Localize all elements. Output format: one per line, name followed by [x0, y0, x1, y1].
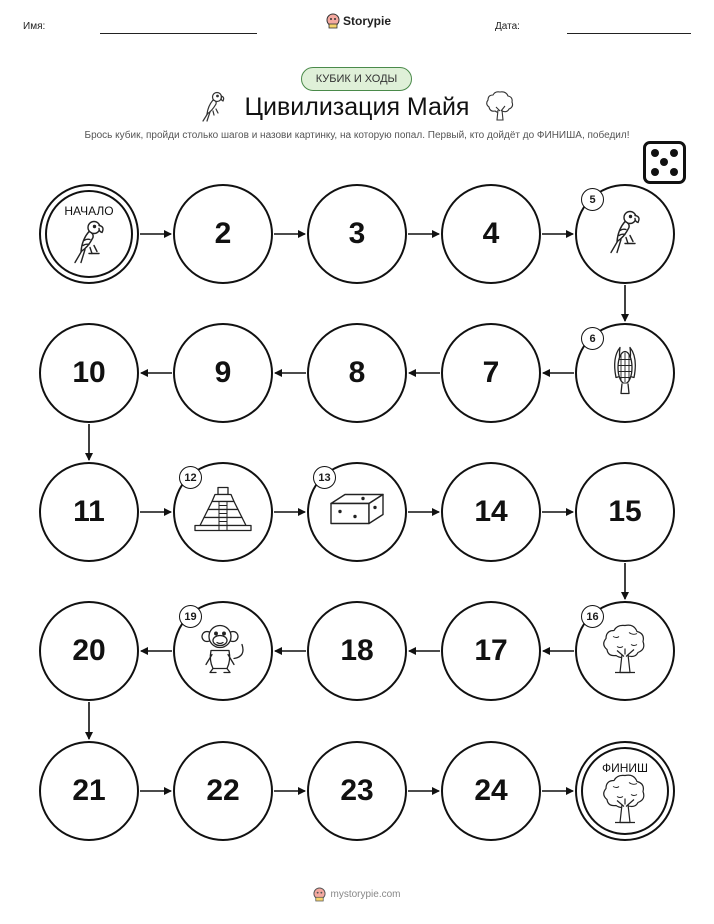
tree-icon: [603, 772, 647, 829]
cell-number-badge: 12: [179, 466, 202, 489]
cell-number: 2: [214, 217, 232, 250]
cell-number: 9: [214, 356, 232, 389]
storypie-mascot-icon: [313, 887, 326, 902]
board-cell-19: [173, 601, 273, 701]
game-type-badge: КУБИК И ХОДЫ: [301, 67, 412, 91]
cell-number: 18: [340, 634, 374, 667]
cell-number-badge: 6: [581, 327, 604, 350]
cell-number: 3: [348, 217, 366, 250]
board-cell-23: [307, 741, 407, 841]
page-title: Цивилизация Майя: [244, 93, 470, 121]
cell-number: 14: [474, 495, 508, 528]
finish-label: ФИНИШ: [601, 761, 649, 775]
cell-number: 23: [340, 774, 374, 807]
cell-number-badge: 13: [313, 466, 336, 489]
stone-block-icon: [325, 490, 389, 535]
cell-number: 20: [72, 634, 106, 667]
footer-site: mystorypie.com: [330, 889, 401, 900]
board-cell-16: [575, 601, 675, 701]
brand-name: Storypie: [343, 14, 392, 28]
board-cell-17: [441, 601, 541, 701]
tree-icon: [603, 623, 647, 680]
board-cell-24: [441, 741, 541, 841]
board-cell-15: [575, 462, 675, 562]
board-cell-start: [39, 184, 139, 284]
parrot-icon: [608, 209, 642, 260]
footer: [0, 887, 714, 902]
cell-number-badge: 19: [179, 605, 202, 628]
board-cell-20: [39, 601, 139, 701]
instructions-text: Брось кубик, пройди столько шагов и назови картинку, на которую попал. Первый, кто дойдёт до ФИНИША, победил!: [84, 130, 630, 141]
board-cell-3: [307, 184, 407, 284]
board-cell-22: [173, 741, 273, 841]
cell-number: 11: [73, 495, 105, 528]
cell-number: 21: [72, 774, 106, 807]
cell-number: 17: [474, 634, 508, 667]
name-label: Имя:: [23, 21, 46, 32]
monkey-icon: [200, 623, 246, 680]
board-cell-14: [441, 462, 541, 562]
board-cell-18: [307, 601, 407, 701]
cell-number: 22: [206, 774, 240, 807]
cell-number-badge: 5: [581, 188, 604, 211]
parrot-icon: [72, 218, 106, 269]
cell-number: 4: [482, 217, 500, 250]
start-label: НАЧАЛО: [64, 204, 114, 218]
cell-number: 8: [348, 356, 366, 389]
cell-number-badge: 16: [581, 605, 604, 628]
board-cell-10: [39, 323, 139, 423]
board-cell-2: [173, 184, 273, 284]
board-cell-4: [441, 184, 541, 284]
cell-number: 24: [474, 774, 508, 807]
board-cell-12: [173, 462, 273, 562]
board-cell-13: [307, 462, 407, 562]
board-cell-finish: [575, 741, 675, 841]
board-cell-11: [39, 462, 139, 562]
board-cell-6: [575, 323, 675, 423]
board-cell-8: [307, 323, 407, 423]
date-label: Дата:: [495, 21, 520, 32]
pyramid-icon: [191, 485, 255, 540]
board-cell-5: [575, 184, 675, 284]
board-cell-7: [441, 323, 541, 423]
corn-icon: [610, 346, 640, 401]
cell-number: 15: [608, 495, 642, 528]
cell-number: 7: [482, 356, 500, 389]
board-cell-21: [39, 741, 139, 841]
board-cell-9: [173, 323, 273, 423]
cell-number: 10: [72, 356, 106, 389]
